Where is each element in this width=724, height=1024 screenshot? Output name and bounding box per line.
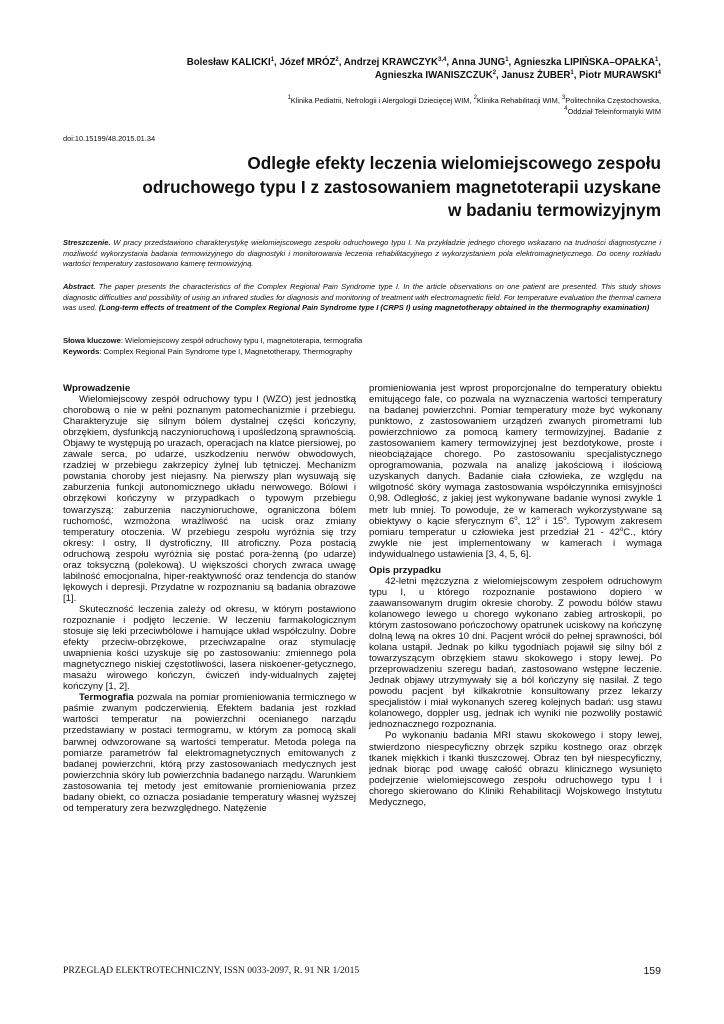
- affiliation-text: Politechnika Częstochowska,: [565, 96, 661, 105]
- paragraph: Skuteczność leczenia zależy od okresu, w którym postawiono rozpoznanie i podjęto leczenie. W leczeniu farmakologicznym stosuje się leki przeciwbólowe i hamujące układ współczulny. Dobre efekty przeciw-obrzękowe, przeciwzapalne oraz stymulację uwapnienia kości uzyskuje się po zastosowaniu: zmiennego pola magnetycznego niskiej częstotliwości, lasera niskoener-getycznego, masażu wirowego kończyn, ćwiczeń indy-widualnych zajętej kończyny [1, 2].: [63, 603, 356, 693]
- affiliation-text: Klinika Rehabilitacji WIM,: [476, 96, 562, 105]
- affiliation-line-2: [60, 107, 661, 118]
- affiliation-marker: 4: [657, 70, 661, 76]
- title-line: Odległe efekty leczenia wielomiejscowego zespołu: [247, 153, 661, 173]
- affiliation-text: Klinika Pediatrii, Nefrologii i Alergologii Dziecięcej WIM,: [290, 96, 474, 105]
- separator: ,: [274, 57, 280, 68]
- affiliation-marker: 1: [287, 95, 291, 101]
- paragraph: 42-letni mężczyzna z wielomiejscowym zespołem odruchowym typu I, u którego rozpoznanie postawiono dopiero w zaawansowanym drugim okresie choroby. Z powodu bólów stawu kolanowego lewego u chorego wykonano zabieg artroskopii, po którym zastosowano pończochowy opatrunek uciskowy na kończynę dolną lewą na okres 10 dni. Pacjent wrócił do pełnej sprawności, ból kolana ustąpił. Jednak po kilku tygodniach pojawił się silny ból z towarzyszącym obrzękiem stawu skokowego i stopy lewej. Po przeprowadzeniu szeregu badań, zastosowano wstępne leczenie. Jednak objawy utrzymywały się a ból kończyny się nasilał. Z tego powodu pacjent był kilkakrotnie konsultowany przez lekarzy specjalistów i miał wykonanych szereg kolejnych badań: usg stawu kolanowego, doppler usg, jednak ich wyniki nie pozwoliły postawić jednoznacznego rozpoznania.: [369, 575, 662, 731]
- affiliation-marker: 4: [564, 105, 568, 112]
- paragraph: Po wykonaniu badania MRI stawu skokowego i stopy lewej, stwierdzono niespecyficzny obrzęk szpiku kostnego oraz obrzęk tkanek miękkich i tkanki tłuszczowej. Obraz ten był niespecyficzny, jednak biorąc pod uwagę całość obrazu klinicznego wysunięto podejrzenie wielomiejscowego zespołu odruchowego typu I i chorego skierowano do Kliniki Rehabilitacji Wojskowego Instytutu Medycznego,: [369, 730, 662, 808]
- author-name: Agnieszka IWANISZCZUK: [374, 70, 493, 81]
- affiliations: [60, 96, 661, 117]
- term-termografia: Termografia: [79, 692, 134, 704]
- degree-marker: o: [514, 515, 518, 522]
- separator: ,: [573, 70, 580, 81]
- affiliation-marker: 1: [654, 57, 659, 63]
- affiliation-marker: 3: [561, 95, 566, 101]
- abstract-english-label: Abstract.: [63, 282, 96, 291]
- paragraph-text: . Typowym zakresem pomiaru temperatur u człowieka jest przedział 21 - 42: [369, 515, 662, 538]
- page-number: 159: [643, 965, 661, 977]
- section-heading: Opis przypadku: [369, 564, 441, 576]
- keywords-polish: [63, 336, 661, 347]
- paragraph-text: pozwala na pomiar promieniowania termicznego w paśmie zwanym podczerwienią. Efektem badania jest rozkład wartości temperatur na powierzchni ocenianego narządu przedstawiany w postaci termogramu, w którym za pomocą skali barwnej odwzorowane są wartości temperatur. Metoda polega na pomiarze parametrów fal elektromagnetycznych emitowanych z badanej powierzchni, którą przy zastosowaniach medycznych jest powierzchnia skóry lub powierzchnia badanego narządu. Warunkiem zastosowania tej metody jest emitowanie promieniowania przez badany obiekt, co oznacza posiadanie temperatury własnej wyższej od temperatury zera bezwzględnego. Natężenie: [63, 692, 356, 814]
- journal-citation: PRZEGLĄD ELEKTROTECHNICZNY, ISSN 0033-2097, R. 91 NR 1/2015: [63, 965, 360, 976]
- keywords-polish-text: : Wielomiejscowy zespół odruchowy typu I, magnetoterapia, termografia: [120, 336, 363, 345]
- author-list: [60, 56, 661, 82]
- affiliation-marker: 2: [492, 70, 497, 76]
- separator: ,: [338, 57, 344, 68]
- doi: doi:10.15199/48.2015.01.34: [63, 134, 156, 143]
- paragraph-text: promieniowania jest wprost proporcjonalne do temperatury obiektu emitującego fale, co pozwala na wyznaczenia wartości temperatury na badanej powierzchni. Pomiar temperatury może być wykonany punktowo, z zastosowaniem urządzeń zwanych pirometrami lub powierzchniowo za pomocą kamery termowizyjnej. Badanie z zastosowaniem kamery termowizyjnej jest bezdotykowe, proste i nieobciążające chorego. Po zastosowaniu specjalistycznego oprogramowania, pozwala na analizę jakościową i ilościową uzyskanych danych. Badanie ciała człowieka, ze względu na wilgotność skóry wymaga zastosowania współczynnika emisyjności 0,98. Odległość, z jakiej jest wykonywane badanie wynosi zwykle 1 metr lub mniej. To powoduje, że w kamerach wykorzystywane są obiektywy o kącie sferycznym 6: [369, 383, 662, 527]
- title-line: odruchowego typu I z zastosowaniem magnetoterapii uzyskane: [142, 176, 661, 197]
- affiliation-marker: 1: [505, 57, 509, 63]
- affiliation-marker: 2: [335, 57, 339, 63]
- affiliation-marker: 1: [570, 70, 574, 76]
- paragraph-text: , 12: [517, 515, 537, 527]
- degree-marker: o: [563, 515, 567, 522]
- paragraph-text: C., który zwykle nie jest implementowany w kamerach i wymaga indywidualnego ustawienia [3, 4, 5, 6].: [369, 526, 662, 560]
- paragraph: [63, 692, 356, 814]
- degree-marker: o: [619, 526, 624, 533]
- abstract-english-text: The paper presents the characteristics of the Complex Regional Pain Syndrome type I. In the article observations on one patient are presented. This study shows diagnostic difficulties and possibility of using an infrared studies for diagnosis and monitoring of treatment with electromagnetic field. For temperature evaluation the thermal camera was used.: [63, 282, 661, 312]
- author-name: Józef MRÓZ: [279, 57, 336, 68]
- abstract-polish-text: W pracy przedstawiono charakterystykę wielomiejscowego zespołu odruchowego typu I. Na przykładzie jednego chorego wskazano na trudności diagnostyczne i możliwość wykorzystania badania termowizyjnego do diagnostyki i monitorowania leczenia rehabilitacyjnego z wykorzystaniem pola elektromagnetycznego. Do oceny rozkładu wartości temperatury zastosowano kamerę termowizyjną.: [63, 238, 661, 268]
- degree-marker: o: [536, 515, 540, 522]
- author-line-2: [60, 69, 661, 82]
- paragraph-text: i 15: [539, 515, 564, 527]
- abstract-english: [63, 282, 661, 314]
- affiliation-text: Oddział Teleinformatyki WIM: [567, 106, 661, 116]
- left-column: [63, 383, 356, 814]
- title-line: w badaniu termowizyjnym: [448, 200, 661, 220]
- separator: ,: [496, 70, 502, 81]
- affiliation-marker: 2: [473, 95, 477, 101]
- affiliation-marker: 3,4: [437, 57, 447, 63]
- author-name: Andrzej KRAWCZYK: [343, 57, 438, 68]
- paragraph: Wielomiejscowy zespół odruchowy typu I (WZO) jest jednostką chorobową o nie w pełni poznanym patomechanizmie i przebiegu. Charakteryzuje się silnym bólem dystalnej części kończyny, obrzękiem, dysfunkcją naczynioruchową i upośledzoną sprawnością. Objawy te występują po urazach, operacjach na klatce piersiowej, po zawale serca, po udarze, uszkodzeniu nerwów obwodowych, rzadziej w przebiegu zakrzepicy żylnej lub tętniczej. Mechanizm powstania choroby jest niejasny. Na pierwszy plan wysuwają się zaburzenia funkcji autonomicznego układu nerwowego. Bólowi i obrzękowi kończyny w przypadkach o typowym przebiegu towarzyszą: zaburzenia naczynioruchowe, ograniczona bólem ruchomość, wzmożona wrażliwość na ucisk oraz zmiany temperatury otoczenia. W przebiegu zespołu wyróżnia się trzy okresy: I ostry, II dystroficzny, III atroficzny. Poza postacią odruchową zespołu wyróżnia się postać pora-żenną (po udarze) oraz toksyczną (polekową). U większości chorych zwraca uwagę labilność emocjonalna, hiper-reaktywność oraz tendencja do stanów lękowych i depresji. Przydatne w rozpoznaniu są badania obrazowe [1].: [63, 394, 356, 604]
- section-heading: Wprowadzenie: [63, 383, 131, 394]
- author-name: Agnieszka LIPIŃSKA–OPAŁKA: [513, 57, 655, 68]
- author-name: Anna JUNG: [451, 57, 506, 68]
- affiliation-line-1: [60, 96, 661, 107]
- page-footer: [63, 965, 661, 977]
- keywords-english-label: Keywords: [63, 346, 100, 356]
- abstract-polish: [63, 238, 661, 270]
- separator: ,: [658, 57, 661, 68]
- separator: ,: [508, 57, 514, 68]
- right-column: [369, 383, 662, 808]
- english-title: (Long-term effects of treatment of the Complex Regional Pain Syndrome type I (CRPS I) using magnetotherapy obtained in the thermography examination): [98, 303, 650, 312]
- abstract-polish-label: Streszczenie.: [63, 238, 111, 247]
- affiliation-marker: 1: [270, 57, 275, 63]
- keywords: [63, 336, 661, 357]
- author-name: Janusz ŻUBER: [501, 70, 571, 81]
- paper-title: [60, 152, 661, 223]
- keywords-english: [63, 347, 661, 358]
- keywords-english-text: : Complex Regional Pain Syndrome type I, Magnetotherapy, Thermography: [99, 346, 353, 356]
- keywords-polish-label: Słowa kluczowe: [63, 336, 121, 345]
- author-line-1: [60, 56, 661, 69]
- author-name: Bolesław KALICKI: [186, 57, 271, 68]
- paragraph: [369, 383, 662, 560]
- separator: ,: [446, 57, 452, 68]
- author-name: Piotr MURAWSKI: [579, 70, 658, 81]
